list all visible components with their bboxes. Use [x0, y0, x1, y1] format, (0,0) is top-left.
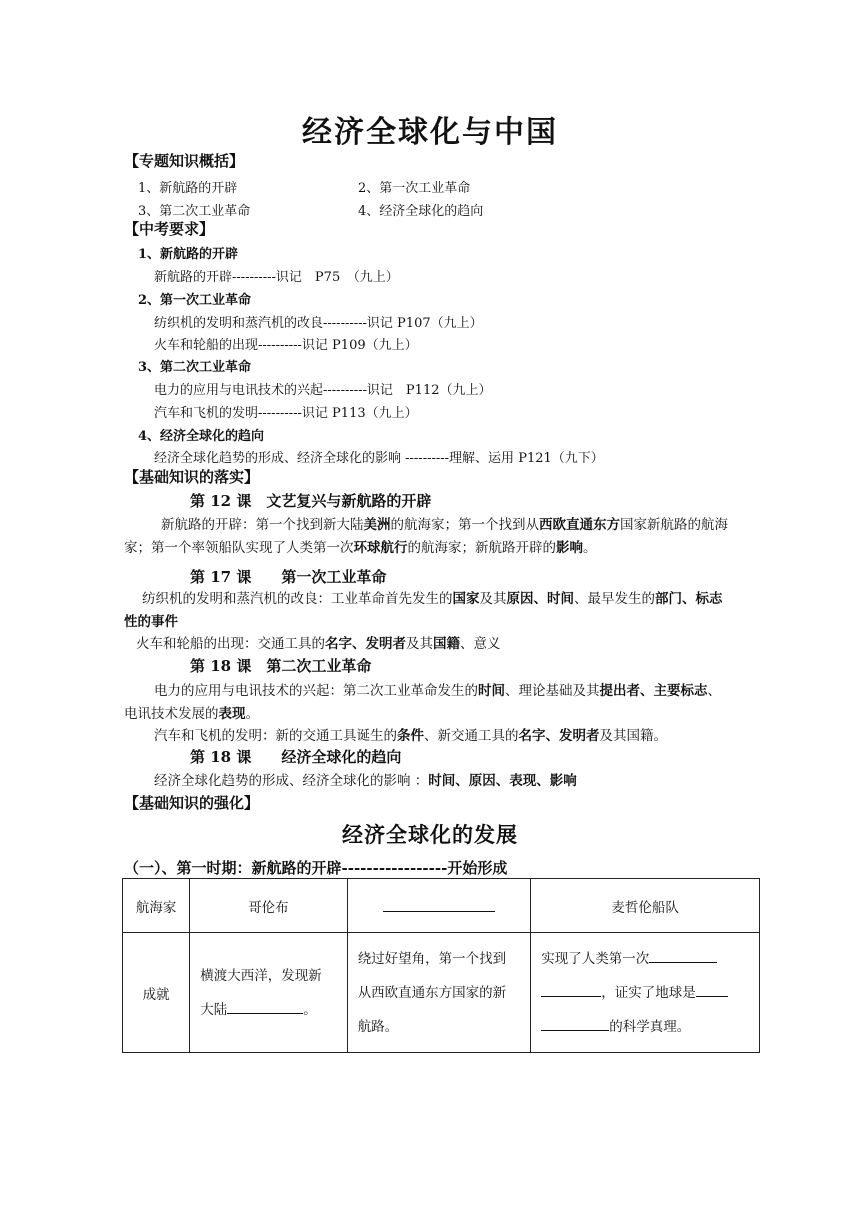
req-section-4-title: 4、经济全球化的趋向: [138, 429, 265, 444]
navigators-table: [122, 878, 760, 1053]
req-section-1-title: 1、新航路的开辟: [138, 247, 239, 262]
fill-blank[interactable]: [541, 1015, 609, 1031]
req-section-3-line-2: 汽车和飞机的发明----------识记 P113（九上）: [154, 406, 418, 421]
table-cell-blank-header[interactable]: [347, 879, 531, 933]
overview-item-4: 4、经济全球化的趋向: [358, 204, 484, 219]
lesson-18-paragraph-2: 汽车和飞机的发明：新的交通工具诞生的条件、新交通工具的名字、发明者及其国籍。: [154, 728, 667, 744]
requirements-heading: 【中考要求】: [124, 220, 215, 238]
table-cell-label: 航海家: [123, 879, 190, 933]
req-section-1-line-1: 新航路的开辟----------识记 P75 （九上）: [154, 270, 399, 285]
section-subtitle: 经济全球化的发展: [342, 822, 518, 847]
lesson-12-paragraph: 新航路的开辟：第一个找到新大陆美洲的航海家；第一个找到从西欧直通东方国家新航路的航海家；第一个率领船队实现了人类第一次环球航行的航海家；新航路开辟的影响。: [124, 517, 728, 556]
overview-heading: 【专题知识概括】: [124, 152, 245, 170]
fill-blank[interactable]: [649, 947, 717, 963]
lesson-17-paragraph-1: 纺织机的发明和蒸汽机的改良：工业革命首先发生的国家及其原因、时间、最早发生的部门、标志性的事件: [124, 591, 723, 630]
overview-item-2: 2、第一次工业革命: [358, 181, 471, 196]
basics-heading: 【基础知识的落实】: [124, 468, 260, 486]
fill-blank[interactable]: [227, 998, 303, 1014]
lesson-17-title: 第 17 课 第一次工业革命: [190, 568, 387, 586]
req-section-3-title: 3、第二次工业革命: [138, 360, 252, 375]
table-cell-achievement-2: 绕过好望角，第一个找到 从西欧直通东方国家的新 航路。: [347, 933, 531, 1053]
period-heading: （一）、第一时期：新航路的开辟-----------------开始形成: [124, 859, 508, 877]
req-section-4-line-1: 经济全球化趋势的形成、经济全球化的影响 ----------理解、运用 P121（九下）: [154, 451, 604, 466]
table-cell-label: 成就: [123, 933, 190, 1053]
table-cell-achievement-3: 实现了人类第一次 ，证实了地球是 的科学真理。: [531, 933, 760, 1053]
table-row: [123, 879, 760, 933]
lesson-12-title: 第 12 课 文艺复兴与新航路的开辟: [190, 492, 432, 510]
table-cell-columbus: 哥伦布: [190, 879, 347, 933]
overview-item-3: 3、第二次工业革命: [138, 204, 251, 219]
lesson-18-paragraph-1: 电力的应用与电讯技术的兴起：第二次工业革命发生的时间、理论基础及其提出者、主要标志、电讯技术发展的表现。: [124, 683, 721, 722]
strengthen-heading: 【基础知识的强化】: [124, 794, 260, 812]
lesson-18-title: 第 18 课 第二次工业革命: [190, 657, 372, 675]
fill-blank[interactable]: [696, 981, 728, 997]
page-title: 经济全球化与中国: [302, 115, 558, 150]
fill-blank[interactable]: [541, 981, 601, 997]
table-cell-achievement-1: 横渡大西洋，发现新 大陆 。: [190, 933, 347, 1053]
fill-blank[interactable]: [383, 896, 495, 912]
lesson-17-paragraph-2: 火车和轮船的出现：交通工具的名字、发明者及其国籍、意义: [136, 636, 501, 652]
req-section-3-line-1: 电力的应用与电讯技术的兴起----------识记 P112（九上）: [154, 383, 492, 398]
table-cell-magellan: 麦哲伦船队: [531, 879, 760, 933]
overview-item-1: 1、新航路的开辟: [138, 181, 238, 196]
req-section-2-title: 2、第一次工业革命: [138, 293, 252, 308]
req-section-2-line-1: 纺织机的发明和蒸汽机的改良----------识记 P107（九上）: [154, 316, 483, 331]
lesson-18b-title: 第 18 课 经济全球化的趋向: [190, 748, 402, 766]
table-row: [123, 933, 760, 1053]
req-section-2-line-2: 火车和轮船的出现----------识记 P109（九上）: [154, 338, 418, 353]
lesson-18b-paragraph: 经济全球化趋势的形成、经济全球化的影响 ：时间、原因、表现、影响: [154, 773, 577, 789]
